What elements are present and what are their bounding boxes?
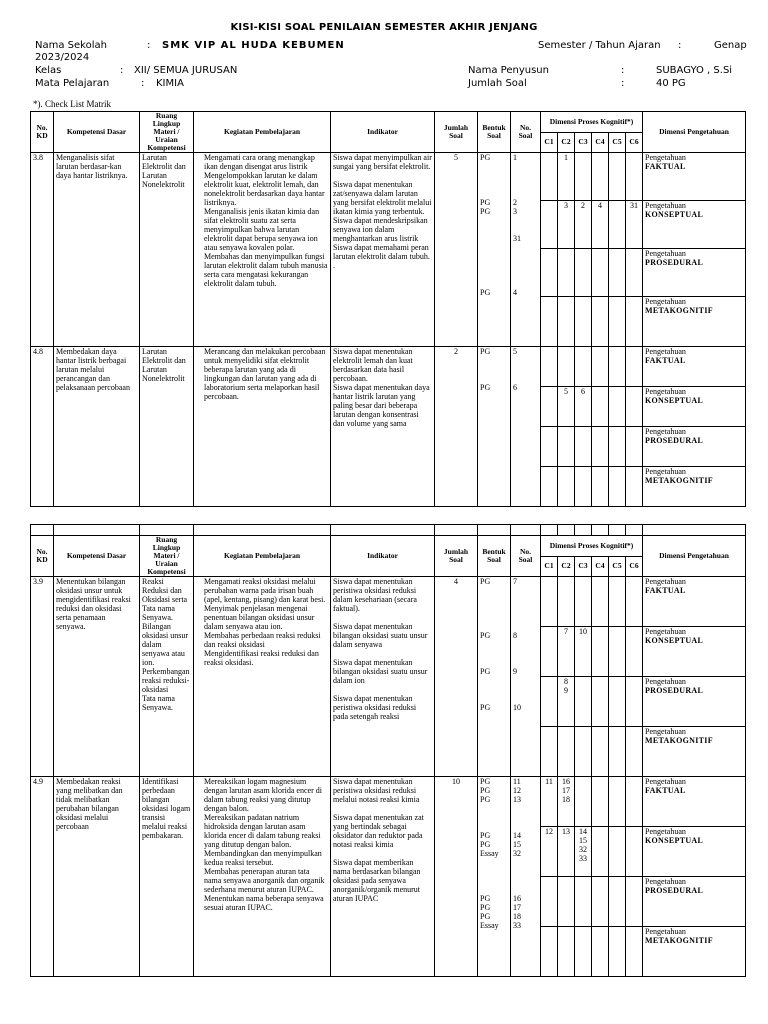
kognitif-cell [626,387,643,427]
col-c5: C5 [609,556,626,577]
kognitif-cell [575,927,592,977]
pengetahuan-type: FAKTUAL [645,786,686,795]
col-kompetensi: Kompetensi Dasar [54,536,140,577]
kognitif-cell [609,927,626,977]
nomor-soal: 5 6 [511,347,541,507]
indikator: Siswa dapat menyimpulkan air sungai yang bersifat elektrolit. Siswa dapat menentukan zat/senyawa dalam larutan yang bersifat elektrolit melalui ikatan kimia yang terbentuk. Siswa dapat mendeskripsikan senyawa ion dalam menghantarkan arus listrik Siswa dapat memahami peran larutan elektrolit dalam tubuh. . [331,153,435,347]
kognitif-cell [592,249,609,297]
pengetahuan-type: FAKTUAL [645,356,686,365]
col-dimensi-proses: Dimensi Proses Kognitif*) [541,536,643,557]
kognitif-cell [558,427,575,467]
col-c3: C3 [575,132,592,153]
kognitif-cell [592,727,609,777]
pengetahuan-label: Pengetahuan [645,827,686,836]
kognitif-cell: 3 [558,201,575,249]
count-value: 40 PG [656,78,686,89]
kognitif-cell: 13 [558,827,575,877]
kognitif-cell: 12 [541,827,558,877]
kognitif-cell [609,297,626,347]
col-kegiatan: Kegiatan Pembelajaran [194,112,331,153]
col-c1: C1 [541,556,558,577]
col-indikator: Indikator [331,112,435,153]
dimensi-pengetahuan-cell [643,201,746,249]
subject-colon: : [141,78,145,89]
pengetahuan-label: Pengetahuan [645,467,686,476]
kognitif-cell [541,677,558,727]
kegiatan-pembelajaran: Mengamati reaksi oksidasi melalui perubahan warna pada irisan buah (apel, kentang, pisang) dan karat besi. Menyimak penjelasan mengenai penentuan bilangan oksidasi unsur dalam senyawa atau ion. Membahas perbedaan reaksi reduksi dan reaksi oksidasi Mengidentifikasi reaksi reduksi dan reaksi oksidasi. [194,577,331,777]
kd-number: 3.8 [31,153,54,347]
kognitif-cell [609,201,626,249]
col-no-soal: No. Soal [511,536,541,577]
pengetahuan-type: PROSEDURAL [645,436,704,445]
kognitif-cell [541,347,558,387]
pengetahuan-label: Pengetahuan [645,153,686,162]
kognitif-cell [609,467,626,507]
kognitif-cell [592,577,609,627]
kognitif-cell [592,153,609,201]
kognitif-cell: 5 [558,387,575,427]
kognitif-cell [558,347,575,387]
kognitif-cell [541,249,558,297]
kognitif-cell [609,827,626,877]
bentuk-soal: PG PG PG PG [478,153,511,347]
dimensi-pengetahuan-cell [643,877,746,927]
kegiatan-pembelajaran: Mereaksikan logam magnesium dengan larutan asam klorida encer di dalam tabung reaksi yang ditutup dengan balon. Mereaksikan padatan natrium hidroksida dengan larutan asam klorida encer di dalam tabung reaksi yang ditutup dengan balon. Membandingkan dan menyimpulkan kedua reaksi tersebut. Membahas penerapan aturan tata nama senyawa anorganik dan organik sederhana menurut aturan IUPAC. Menentukan nama beberapa senyawa sesuai aturan IUPAC. [194,777,331,977]
nomor-soal: 1 2 3 31 4 [511,153,541,347]
jumlah-soal: 5 [435,153,478,347]
indikator: Siswa dapat menentukan peristiwa oksidasi reduksi dalam kesehariaan (secara faktual). Siswa dapat menentukan bilangan oksidasi suatu unsur dalam senyawa Siswa dapat menentukan bilangan oksidasi suatu unsur dalam ion Siswa dapat menentukan peristiwa oksidasi reduksi pada setengah reaksi [331,577,435,777]
pengetahuan-label: Pengetahuan [645,387,686,396]
kognitif-cell: 11 [541,777,558,827]
kegiatan-pembelajaran: Mengamati cara orang menangkap ikan dengan disengat arus listrik Mengelompokkan larutan ke dalam elektrolit kuat, elektrolit lemah, dan nonelektrolit berdasarkan daya hantar listriknya. Menganalisis jenis ikatan kimia dan sifat elektrolit suatu zat serta menyimpulkan bahwa larutan elektrolit dapat berupa senyawa ion atau senyawa kovalen polar. Membahas dan menyimpulkan fungsi larutan elektrolit dalam tubuh manusia serta cara mengatasi kekurangan elektrolit dalam tubuh. [194,153,331,347]
col-c2: C2 [558,132,575,153]
pengetahuan-type: KONSEPTUAL [645,836,704,845]
kognitif-cell [626,927,643,977]
materi: Identifikasi perbedaan bilangan oksidasi logam transisi melalui reaksi pembakaran. [140,777,194,977]
pengetahuan-label: Pengetahuan [645,347,686,356]
kognitif-cell [592,627,609,677]
kegiatan-pembelajaran: Merancang dan melakukan percobaan untuk menyelidiki sifat elektrolit beberapa larutan yang ada di lingkungan dan larutan yang ada di laboratorium serta melaporkan hasil percobaan. [194,347,331,507]
dimensi-pengetahuan-cell [643,467,746,507]
col-c5: C5 [609,132,626,153]
dimensi-pengetahuan-cell [643,297,746,347]
bentuk-soal: PG PG [478,347,511,507]
kognitif-cell [541,927,558,977]
col-c6: C6 [626,132,643,153]
kognitif-cell [626,727,643,777]
dimensi-pengetahuan-cell [643,249,746,297]
kognitif-cell: 4 [592,201,609,249]
pengetahuan-label: Pengetahuan [645,777,686,786]
kognitif-cell [575,297,592,347]
kognitif-cell: 7 [558,627,575,677]
semester-label: Semester / Tahun Ajaran [538,40,661,51]
pengetahuan-label: Pengetahuan [645,201,686,210]
kognitif-cell [541,467,558,507]
kognitif-cell [575,877,592,927]
kognitif-cell [541,387,558,427]
author-value: SUBAGYO , S.Si [656,65,733,76]
pengetahuan-type: METAKOGNITIF [645,936,713,945]
kognitif-cell [626,153,643,201]
dimensi-pengetahuan-cell [643,927,746,977]
kognitif-cell [609,153,626,201]
pengetahuan-label: Pengetahuan [645,677,686,686]
kompetensi-dasar: Membedakan reaksi yang melibatkan dan tidak melibatkan perubahan bilangan oksidasi melalui percobaan [54,777,140,977]
col-c4: C4 [592,132,609,153]
pengetahuan-type: METAKOGNITIF [645,306,713,315]
col-no-kd: No. KD [31,536,54,577]
class-colon: : [120,65,124,76]
col-kompetensi: Kompetensi Dasar [54,112,140,153]
kognitif-cell [592,877,609,927]
kognitif-cell: 8 9 [558,677,575,727]
pengetahuan-label: Pengetahuan [645,427,686,436]
kognitif-cell [541,627,558,677]
kognitif-cell [626,827,643,877]
kognitif-cell [541,427,558,467]
dimensi-pengetahuan-cell [643,347,746,387]
pengetahuan-type: KONSEPTUAL [645,396,704,405]
grid-table-2 [30,524,746,977]
col-materi: Ruang Lingkup Materi / Uraian Kompetensi [140,536,194,577]
kognitif-cell [541,877,558,927]
pengetahuan-type: METAKOGNITIF [645,476,713,485]
col-kegiatan: Kegiatan Pembelajaran [194,536,331,577]
class-value: XII/ SEMUA JURUSAN [134,65,238,76]
kognitif-cell [558,297,575,347]
count-label: Jumlah Soal [468,78,527,89]
materi: Reaksi Reduksi dan Oksidasi serta Tata nama Senyawa. Bilangan oksidasi unsur dalam senyawa atau ion. Perkembangan reaksi reduksi-oksidasi Tata nama Senyawa. [140,577,194,777]
kd-number: 4.8 [31,347,54,507]
dimensi-pengetahuan-cell [643,153,746,201]
col-jumlah: Jumlah Soal [435,536,478,577]
kognitif-cell: 2 [575,201,592,249]
kognitif-cell: 31 [626,201,643,249]
kognitif-cell [575,777,592,827]
kognitif-cell [626,249,643,297]
pengetahuan-label: Pengetahuan [645,727,686,736]
kognitif-cell [575,347,592,387]
kognitif-cell [592,297,609,347]
kognitif-cell: 1 [558,153,575,201]
school-label: Nama Sekolah [35,40,107,51]
kognitif-cell [541,297,558,347]
kognitif-cell [609,249,626,297]
kognitif-cell: 6 [575,387,592,427]
kognitif-cell [626,877,643,927]
col-c6: C6 [626,556,643,577]
col-c3: C3 [575,556,592,577]
kognitif-cell [626,347,643,387]
col-dimensi-proses: Dimensi Proses Kognitif*) [541,112,643,133]
col-jumlah: Jumlah Soal [435,112,478,153]
pengetahuan-label: Pengetahuan [645,297,686,306]
bentuk-soal: PG PG PG PG [478,577,511,777]
kognitif-cell [609,577,626,627]
pengetahuan-type: METAKOGNITIF [645,736,713,745]
subject-label: Mata Pelajaran [35,78,110,89]
kognitif-cell [558,467,575,507]
author-label: Nama Penyusun [468,65,549,76]
academic-year: 2023/2024 [35,52,90,63]
dimensi-pengetahuan-cell [643,387,746,427]
dimensi-pengetahuan-cell [643,727,746,777]
school-value: SMK VIP AL HUDA KEBUMEN [162,40,345,51]
kompetensi-dasar: Menganalisis sifat larutan berdasar-kan daya hantar listriknya. [54,153,140,347]
dimensi-pengetahuan-cell [643,777,746,827]
kognitif-cell [541,727,558,777]
dimensi-pengetahuan-cell [643,627,746,677]
kognitif-cell: 16 17 18 [558,777,575,827]
class-label: Kelas [35,65,62,76]
pengetahuan-label: Pengetahuan [645,927,686,936]
kognitif-cell [609,627,626,677]
kognitif-cell [609,727,626,777]
semester-colon: : [678,40,682,51]
kognitif-cell [609,877,626,927]
kognitif-cell [575,467,592,507]
pengetahuan-label: Pengetahuan [645,627,686,636]
kognitif-cell [592,387,609,427]
kognitif-cell [626,427,643,467]
kognitif-cell [575,577,592,627]
jumlah-soal: 2 [435,347,478,507]
kognitif-cell [541,201,558,249]
dimensi-pengetahuan-cell [643,827,746,877]
kognitif-cell [575,727,592,777]
kd-number: 4.9 [31,777,54,977]
dimensi-pengetahuan-cell [643,677,746,727]
pengetahuan-type: PROSEDURAL [645,258,704,267]
pengetahuan-type: KONSEPTUAL [645,636,704,645]
pengetahuan-label: Pengetahuan [645,877,686,886]
kompetensi-dasar: Membedakan daya hantar listrik berbagai larutan melalui perancangan dan pelaksanaan percobaan [54,347,140,507]
col-bentuk: Bentuk Soal [478,536,511,577]
kd-number: 3.9 [31,577,54,777]
count-colon: : [621,78,625,89]
dimensi-pengetahuan-cell [643,577,746,627]
kognitif-cell [609,387,626,427]
author-colon: : [621,65,625,76]
col-no-kd: No. KD [31,112,54,153]
kognitif-cell [592,677,609,727]
col-materi: Ruang Lingkup Materi / Uraian Kompetensi [140,112,194,153]
kognitif-cell [575,249,592,297]
kognitif-cell [626,627,643,677]
kognitif-cell [541,577,558,627]
kognitif-cell [626,677,643,727]
school-colon: : [147,40,151,51]
pengetahuan-type: PROSEDURAL [645,886,704,895]
col-no-soal: No. Soal [511,112,541,153]
jumlah-soal: 4 [435,577,478,777]
kognitif-cell: 14 15 32 33 [575,827,592,877]
kognitif-cell [575,677,592,727]
col-c2: C2 [558,556,575,577]
kognitif-cell [558,249,575,297]
kognitif-cell [558,727,575,777]
materi: Larutan Elektrolit dan Larutan Nonelektrolit [140,347,194,507]
col-bentuk: Bentuk Soal [478,112,511,153]
kognitif-cell [609,677,626,727]
materi: Larutan Elektrolit dan Larutan Nonelektrolit [140,153,194,347]
pengetahuan-type: KONSEPTUAL [645,210,704,219]
subject-value: KIMIA [156,78,184,89]
grid-table-1 [30,111,746,507]
pengetahuan-type: FAKTUAL [645,586,686,595]
kognitif-cell [575,153,592,201]
kognitif-cell [592,927,609,977]
kognitif-cell [609,347,626,387]
kognitif-cell [558,877,575,927]
dimensi-pengetahuan-cell [643,427,746,467]
pengetahuan-label: Pengetahuan [645,577,686,586]
indikator: Siswa dapat menentukan peristiwa oksidasi reduksi melalui notasi reaksi kimia Siswa dapat menentukan zat yang bertindak sebagai oksidator dan reduktor pada notasi reaksi kimia Siswa dapat memberikan nama berdasarkan bilangan oksidasi pada senyawa anorganik/organik menurut aturan IUPAC [331,777,435,977]
col-c1: C1 [541,132,558,153]
kognitif-cell [558,927,575,977]
col-indikator: Indikator [331,536,435,577]
kognitif-cell [592,777,609,827]
kognitif-cell [626,577,643,627]
kognitif-cell [592,347,609,387]
bentuk-soal: PG PG PG PG PG Essay PG PG PG Essay [478,777,511,977]
nomor-soal: 7 8 9 10 [511,577,541,777]
kognitif-cell [575,427,592,467]
kognitif-cell [609,427,626,467]
kognitif-cell [609,777,626,827]
document-title: KISI-KISI SOAL PENILAIAN SEMESTER AKHIR JENJANG [230,22,538,33]
jumlah-soal: 10 [435,777,478,977]
indikator: Siswa dapat menentukan elektrolit lemah dan kuat berdasarkan data hasil percobaan. Siswa dapat menentukan daya hantar listrik larutan yang paling besar dari beberapa larutan dengan konsentrasi dan volume yang sama [331,347,435,507]
pengetahuan-label: Pengetahuan [645,249,686,258]
kognitif-cell [626,467,643,507]
kompetensi-dasar: Menentukan bilangan oksidasi unsur untuk mengidentifikasi reaksi reduksi dan oksidasi serta penamaan senyawa. [54,577,140,777]
kognitif-cell [592,467,609,507]
semester-value: Genap [714,40,747,51]
kognitif-cell [626,777,643,827]
kognitif-cell [558,577,575,627]
kognitif-cell [592,427,609,467]
col-dimensi-pengetahuan: Dimensi Pengetahuan [643,536,746,577]
kognitif-cell [592,827,609,877]
pengetahuan-type: PROSEDURAL [645,686,704,695]
col-c4: C4 [592,556,609,577]
kognitif-cell [541,153,558,201]
check-list-note: *). Check List Matrik [33,99,111,109]
kognitif-cell [626,297,643,347]
kognitif-cell: 10 [575,627,592,677]
nomor-soal: 11 12 13 14 15 32 16 17 18 33 [511,777,541,977]
col-dimensi-pengetahuan: Dimensi Pengetahuan [643,112,746,153]
pengetahuan-type: FAKTUAL [645,162,686,171]
